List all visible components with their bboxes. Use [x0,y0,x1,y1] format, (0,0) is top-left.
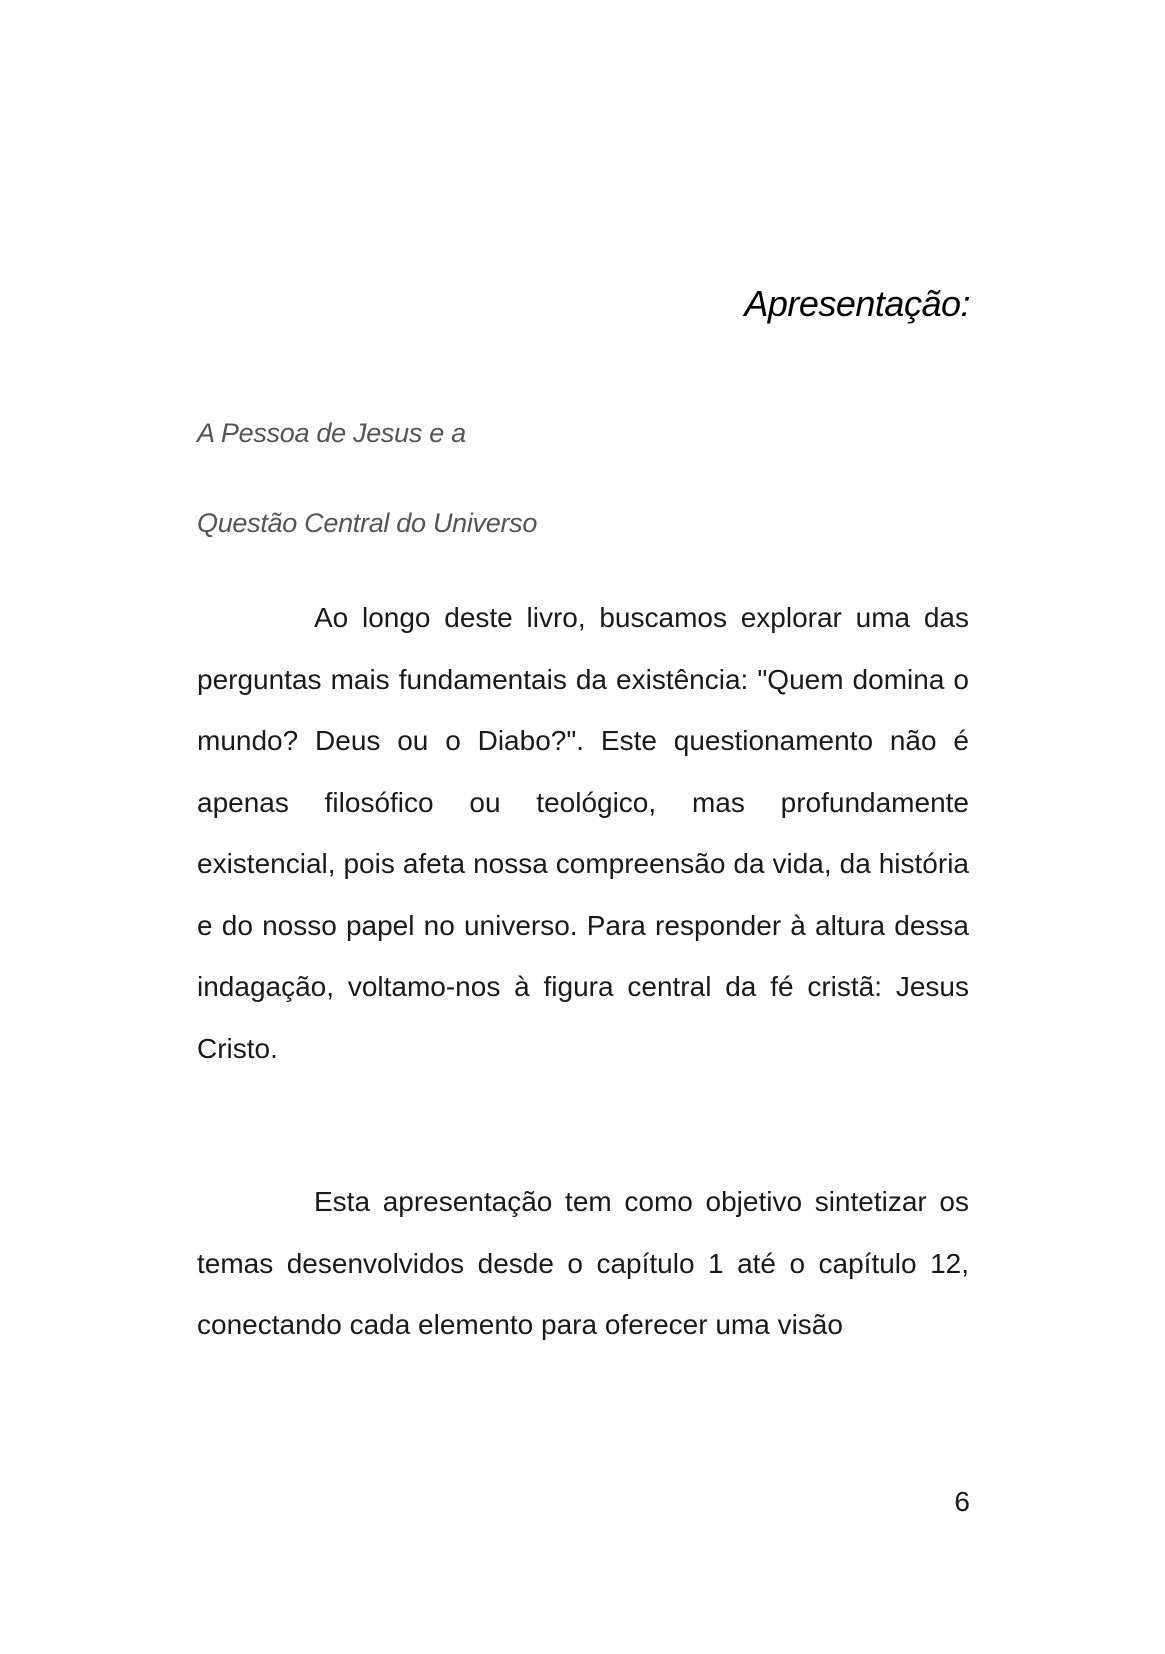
section-subtitle-line-1: A Pessoa de Jesus e a [197,418,466,448]
body-paragraph-2: Esta apresentação tem como objetivo sintetizar os temas desenvolvidos desde o capítulo 1 até o capítulo 12, conectando cada elemento para oferecer uma visão [197,1186,969,1340]
page-number: 6 [954,1486,970,1517]
body-paragraph-1: Ao longo deste livro, buscamos explorar uma das perguntas mais fundamentais da existência: "Quem domina o mundo? Deus ou o Diabo?". Este questionamento não é apenas filosófico ou teológico, mas profundamente existencial, pois afeta nossa compreensão da vida, da história e do nosso papel no universo. Para responder à altura dessa indagação, voltamo-nos à figura central da fé cristã: Jesus Cristo. [197,602,969,1064]
section-subtitle-line-2: Questão Central do Universo [197,508,538,538]
chapter-title: Apresentação: [744,283,970,324]
